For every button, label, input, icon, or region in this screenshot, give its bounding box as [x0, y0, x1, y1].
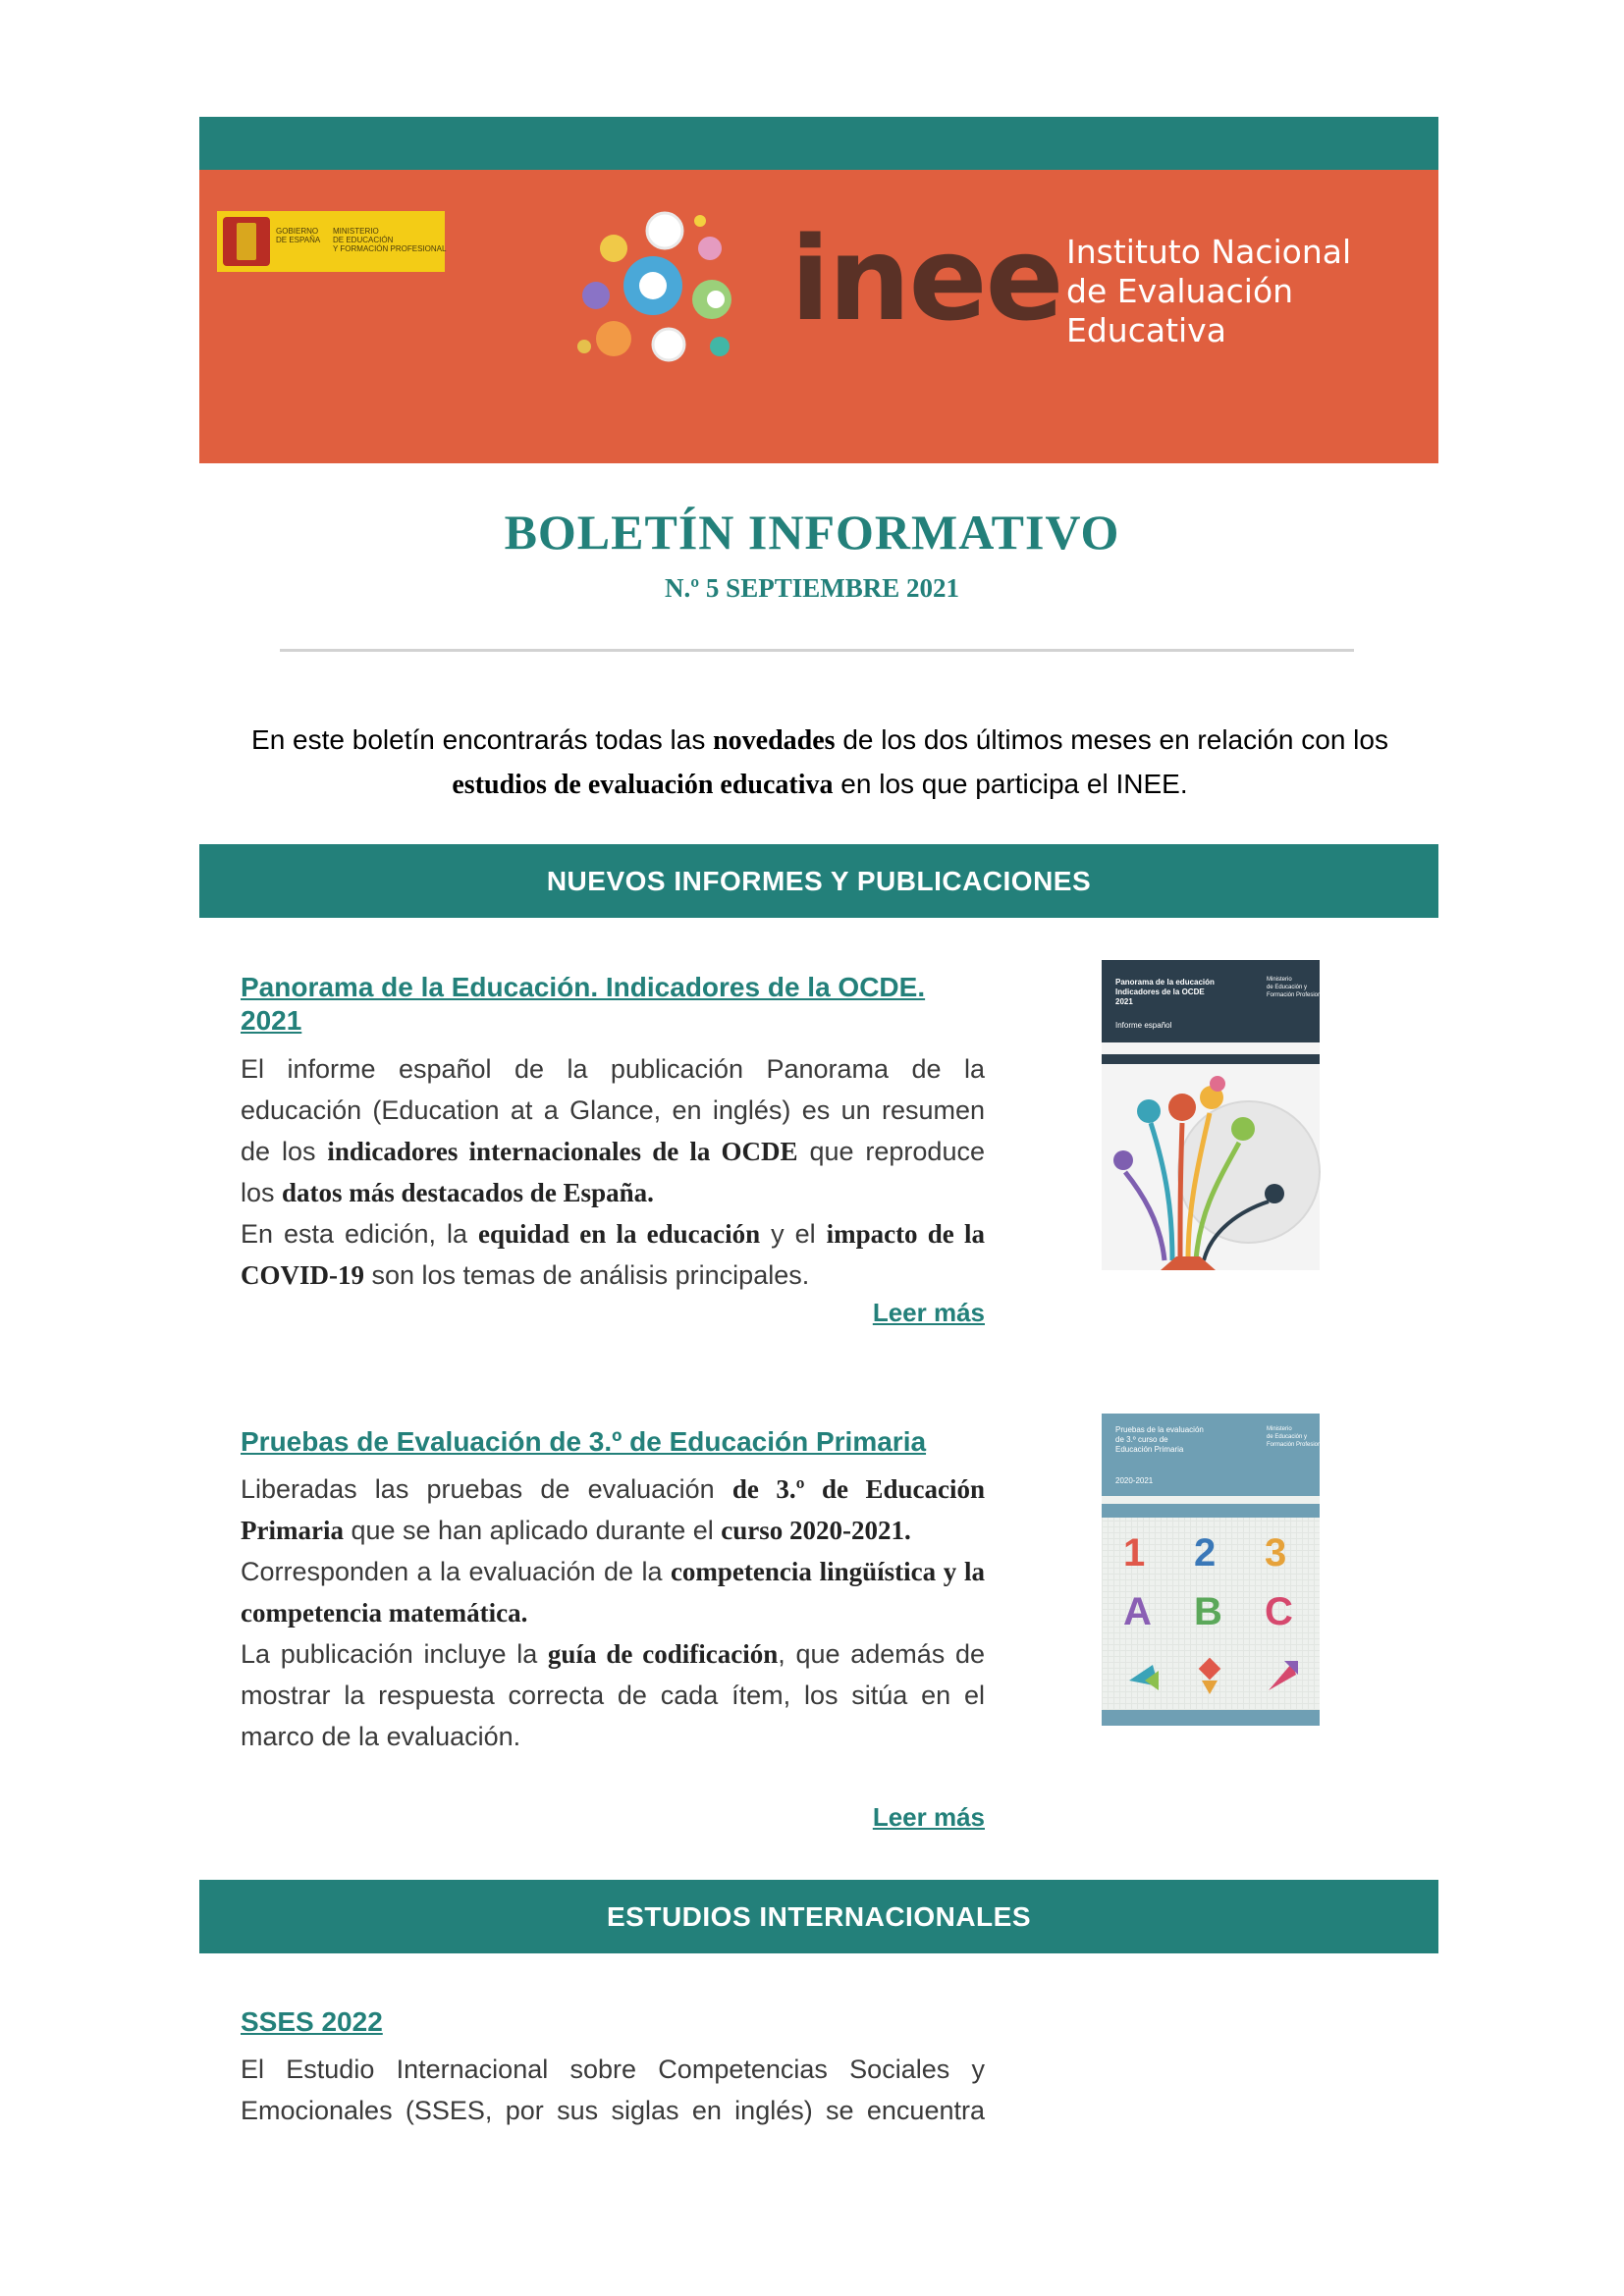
read-more-link[interactable]: Leer más [872, 1298, 985, 1327]
body-text: La publicación incluye la [241, 1639, 548, 1669]
cover-ministry: Ministerio de Educación y Formación Profesional [1267, 1426, 1326, 1448]
body-bold: datos más destacados de España. [282, 1178, 654, 1207]
body-text: Corresponden a la evaluación de la [241, 1557, 671, 1586]
article-title-sses[interactable]: SSES 2022 [241, 2006, 383, 2037]
article-body-panorama [241, 1048, 985, 1296]
inee-logo: inee [790, 211, 1062, 347]
gears-icon [574, 209, 741, 376]
article-title-pruebas[interactable]: Pruebas de Evaluación de 3.º de Educación Primaria [241, 1426, 927, 1457]
top-teal-strip [199, 117, 1438, 170]
cover-title: Panorama de la educación Indicadores de la OCDE 2021 [1115, 978, 1215, 1006]
body-text: , que además de mostrar la respuesta correcta de cada ítem, los sitúa en el marco de la evaluación. [241, 1639, 985, 1751]
article-body-sses: El Estudio Internacional sobre Competencias Sociales y Emocionales (SSES, por sus siglas en inglés) se encuentra [241, 2055, 985, 2125]
body-bold: guía de codificación [547, 1639, 779, 1669]
cover-subtitle: Informe español [1115, 1021, 1172, 1030]
read-more-link[interactable]: Leer más [872, 1802, 985, 1832]
cover-glyph: 1 [1123, 1531, 1146, 1575]
header-banner [199, 170, 1438, 463]
body-text: que se han aplicado durante el [343, 1516, 722, 1545]
section-header-publications: NUEVOS INFORMES Y PUBLICACIONES [199, 844, 1438, 918]
body-text: y el [760, 1219, 827, 1249]
tangram-shapes-icon [1119, 1651, 1306, 1700]
cover-glyph: 3 [1265, 1531, 1287, 1575]
cover-panorama[interactable] [1102, 960, 1326, 1270]
ministry-logo-text: MINISTERIO DE EDUCACIÓN Y FORMACIÓN PROFESIONAL [333, 227, 447, 253]
intro-text: en los que participa el INEE. [833, 769, 1188, 799]
intro-text: de los dos últimos meses en relación con los [835, 724, 1388, 755]
divider [280, 649, 1354, 652]
body-bold: de 3.º de Educación Primaria [241, 1474, 985, 1545]
cover-stripe [1102, 1504, 1320, 1518]
intro-text: En este boletín encontrarás todas las [251, 724, 714, 755]
issue-number: N.º 5 SEPTIEMBRE 2021 [665, 573, 959, 603]
article-body-pruebas [241, 1468, 985, 1757]
intro-bold: estudios de evaluación educativa [452, 770, 834, 800]
institute-name: Instituto Nacional de Evaluación Educativa [1066, 233, 1352, 349]
cover-ministry: Ministerio de Educación y Formación Profesional [1267, 977, 1326, 998]
cover-glyph: B [1194, 1590, 1222, 1633]
body-text: En esta edición, la [241, 1219, 478, 1249]
cover-footer-stripe [1102, 1710, 1320, 1726]
cover-grid [1102, 1518, 1320, 1710]
body-text: son los temas de análisis principales. [364, 1260, 810, 1290]
cover-glyph: 2 [1194, 1531, 1217, 1575]
body-text: Liberadas las pruebas de evaluación [241, 1474, 732, 1504]
body-text: que reproduce los [241, 1137, 985, 1207]
section-header-international: ESTUDIOS INTERNACIONALES [199, 1880, 1438, 1953]
body-bold: impacto de la COVID-19 [241, 1219, 985, 1290]
coat-of-arms-icon [223, 217, 270, 266]
body-bold: indicadores internacionales de la OCDE [327, 1137, 798, 1166]
intro-bold: novedades [713, 725, 836, 756]
cover-pruebas[interactable] [1102, 1414, 1326, 1726]
tree-illustration-icon [1102, 1064, 1320, 1270]
cover-title: Pruebas de la evaluación de 3.º curso de Educación Primaria [1115, 1425, 1204, 1454]
body-bold: equidad en la educación [477, 1219, 761, 1249]
body-text: El informe español de la publicación Panorama de la educación (Education at a Glance, en inglés) es un resumen de los [241, 1054, 985, 1166]
intro-paragraph [236, 719, 1404, 807]
page-title: BOLETÍN INFORMATIVO [504, 505, 1120, 560]
cover-glyph: C [1265, 1590, 1293, 1633]
body-bold: curso 2020-2021. [721, 1516, 911, 1545]
gov-logo-text: GOBIERNO DE ESPAÑA [276, 227, 321, 244]
cover-glyph: A [1123, 1590, 1152, 1633]
body-bold: competencia lingüística y la competencia matemática. [241, 1557, 985, 1628]
article-title-panorama[interactable]: Panorama de la Educación. Indicadores de la OCDE. 2021 [241, 972, 926, 1036]
cover-stripe [1102, 1054, 1320, 1064]
government-logo [217, 211, 445, 272]
cover-year: 2020-2021 [1115, 1476, 1154, 1485]
